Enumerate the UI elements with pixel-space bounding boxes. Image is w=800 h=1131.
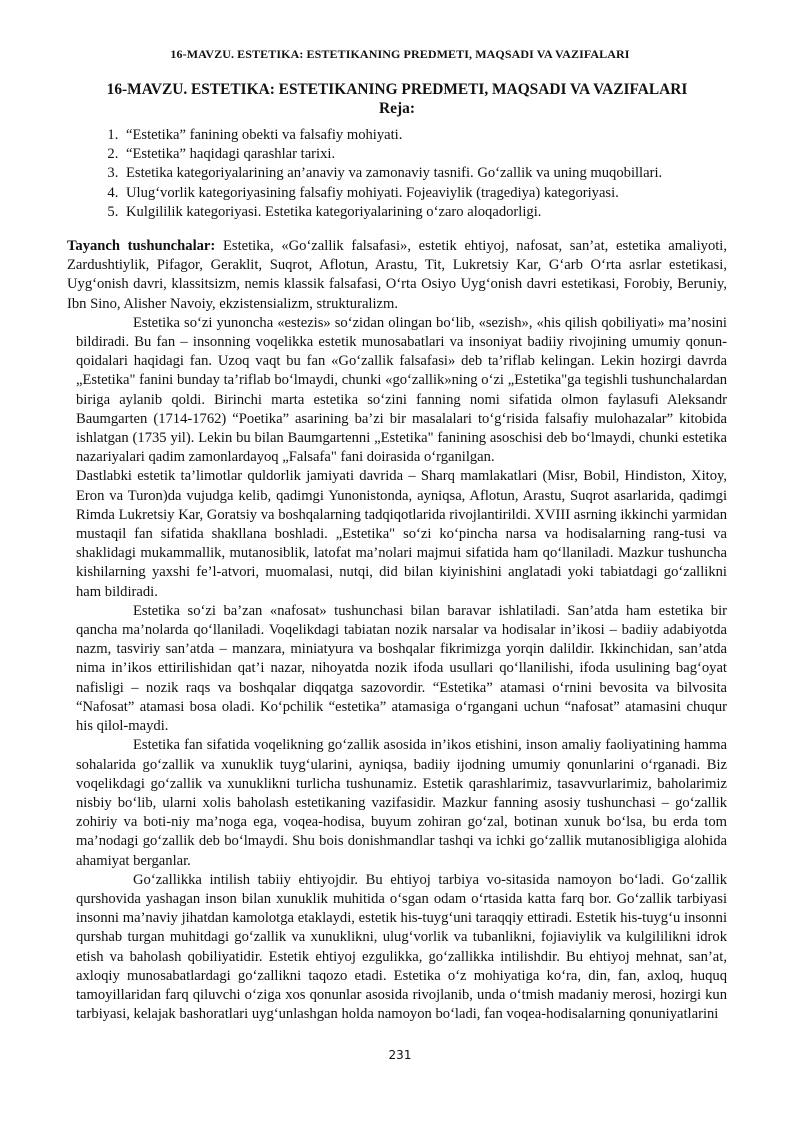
body-paragraph: Estetika so‘zi yunoncha «estezis» so‘zidan olingan bo‘lib, «sezish», «his qilish qobiliyati» ma’nosini bildiradi. Bu fan – insonning voqelikka estetik munosabatlari va insoniyat badiiy rivojining umumiy qonun-qoidalari haqidagi fan. Uzoq vaqt bu fan «Go‘zallik falsafasi» deb ta’riflab kelingan. Lekin hozirgi davrda „Estetika" fanini bunday ta’riflab bo‘lmaydi, chunki «go‘zallik»ning o‘zi „Estetika"ga tegishli tushunchalardan biriga aylanib qoldi. Birinchi marta estetika so‘zini fanning nomi sifatida olmon faylasufi Aleksandr Baumgarten (1714-1762) “Poetika” asarining ba’zi bir masalalari to‘g‘risida falsafiy mulohazalar” kitobida ishlatgan (1735 yil). Lekin bu bilan Baumgartenni „Estetika" fanining asoschisi deb bo‘lmaydi, chunki estetika nazariyalari qadim zamonlardayoq „Falsafa" fani doirasida o‘rganilgan.	[76, 314, 727, 466]
page-title: 16-MAVZU. ESTETIKA: ESTETIKANING PREDMETI, MAQSADI VA VAZIFALARI	[106, 81, 688, 98]
body-paragraph: Dastlabki estetik ta’limotlar quldorlik jamiyati davrida – Sharq mamlakatlari (Misr, Bobil, Hindiston, Xitoy, Eron va Turon)da vujudga kelib, qadimgi Yunonistonda, ayniqsa, Aflotun, Arastu, Suqrot asarlarida, qadimgi Rimda Lukretsiy Kar, Goratsiy va boshqalarning tadqiqotlarida rivojlantirildi. XVIII asrning ikkinchi yarmidan mustaqil fan sifatida shakllana boshladi. „Estetika" so‘zi ko‘pincha narsa va hodisalarning rang-tusi va shaklidagi mukammallik, mutanosiblik, latofat ma’nolari majmui sifatida ham qo‘llaniladi. Mazkur tushuncha kishilarning yaxshi fe’l-atvori, muomalasi, nutqi, did bilan kiyinishini anglatadi yoki tabiatdagi go‘zallikni ham bildiradi.	[76, 468, 727, 600]
running-header: 16-MAVZU. ESTETIKA: ESTETIKANING PREDMETI, MAQSADI VA VAZIFALARI	[170, 47, 630, 61]
plan-heading: Reja:	[379, 100, 415, 117]
plan-item: 1. “Estetika” fanining obekti va falsafiy mohiyati.	[122, 126, 727, 145]
plan-item: 2. “Estetika” haqidagi qarashlar tarixi.	[122, 145, 727, 164]
page-content	[67, 80, 727, 1024]
key-terms-paragraph	[67, 237, 727, 314]
plan-item: 4. Ulug‘vorlik kategoriyasining falsafiy mohiyati. Fojeaviylik (tragediya) kategoriyasi.	[122, 184, 727, 203]
body-paragraph: Go‘zallikka intilish tabiiy ehtiyojdir. Bu ehtiyoj tarbiya vo-sitasida namoyon bo‘ladi. Go‘zallik qurshovida yashagan inson bilan xunuklik muhitida o‘sgan odam o‘rtasida katta farq bor. Go‘zallik tarbiyasi insonni ma’naviy jihatdan kamolotga etaklaydi, estetik his-tuyg‘uni taraqqiy ettiradi. Estetik his-tuyg‘u insonni qurshab turgan muhitdagi go‘zallik va xunuklikni, ulug‘vorlik va tubanlikni, fojiaviylik va kulgililikni idrok etish va baholash qobiliyatidir. Estetik ehtiyoj ezgulikka, go‘zallikka intilishdir. Bu ehtiyoj mehnat, san’at, axloqiy munosabatlardagi go‘zallikni taqozo etadi. Estetika o‘z mohiyatiga ko‘ra, din, fan, axloq, huquq tamoyillaridan farq qiluvchi o‘ziga xos qonunlar asosida rivojlanib, unda o‘tmish madaniy merosi, hozirgi kun tarbiyasi, kelajak bashoratlari uyg‘unlashgan holda namoyon bo‘ladi, fan voqea-hodisalarning qonuniyatlarini	[76, 871, 727, 1023]
key-terms-text: Estetika, «Go‘zallik falsafasi», estetik ehtiyoj, nafosat, san’at, estetika amaliyoti, Zardushtiylik, Pifagor, Geraklit, Suqrot, Aflotun, Arastu, Tit, Lukretsiy Kar, G‘arb O‘rta asrlar estetikasi, Uyg‘onish davri, klassitsizm, nemis klassik falsafasi, O‘rta Osiyo Uyg‘onish davri estetikasi, Forobiy, Beruniy, Ibn Sino, Alisher Navoiy, ekzistensializm, strukturalizm.	[67, 238, 727, 312]
page-number: 231	[388, 1048, 412, 1062]
plan-item: 5. Kulgililik kategoriyasi. Estetika kategoriyalarining o‘zaro aloqadorligi.	[122, 203, 727, 222]
plan-list	[67, 126, 727, 222]
body-paragraph: Estetika so‘zi ba’zan «nafosat» tushunchasi bilan baravar ishlatiladi. San’atda ham estetika bir qancha ma’nolarda qo‘llaniladi. Voqelikdagi tabiatan nozik narsalar va hodisalar in’ikosi – badiiy adabiyotda nazm, tasviriy san’atda – manzara, miniatyura va boshqalar fikrimizga yorqin dalildir. Ikkinchidan, san’atda nima in’ikos ettirilishidan qat’i nazar, nihoyatda nozik ifoda usullari qo‘llanilishi, ifoda usulining bag‘oyat nafisligi – nozik raqs va boshqalar diqqatga sazovordir. “Estetika” atamasi o‘rnini bevosita va bilvosita “Nafosat” atamasi bosa oladi. Ko‘pchilik “estetika” atamasiga o‘rgangani uchun “nafosat” atamasini chuqur his qilol-maydi.	[76, 602, 727, 735]
body-paragraph: Estetika fan sifatida voqelikning go‘zallik asosida in’ikos etishini, inson amaliy faoliyatining hamma sohalarida go‘zallik va xunuklik tuyg‘ularini, ayniqsa, badiiy ijodning umumiy qonunlarini o‘rganadi. Biz voqelikdagi go‘zallik va xunuklikni turlicha tushunamiz. Estetik qarashlarimiz, tasavvurlarimiz, baholarimiz nisbiy bo‘lib, ularni xolis baholash estetikaning vazifasidir. Mazkur fanning asosiy tushunchasi – go‘zallik zohiriy va boti-niy ma’noga ega, voqea-hodisa, buyum zohiran go‘zal, botinan xunuk bo‘lsa, bu erda tom ma’nodagi go‘zallik deb bo‘lmaydi. Shu bois donishmandlar tashqi va ichki go‘zallik mutanosibligiga alohida ahamiyat berganlar.	[76, 737, 727, 869]
key-terms-label: Tayanch tushunchalar:	[67, 238, 216, 255]
plan-item: 3. Estetika kategoriyalarining an’anaviy va zamonaviy tasnifi. Go‘zallik va uning muqobillari.	[122, 164, 727, 183]
